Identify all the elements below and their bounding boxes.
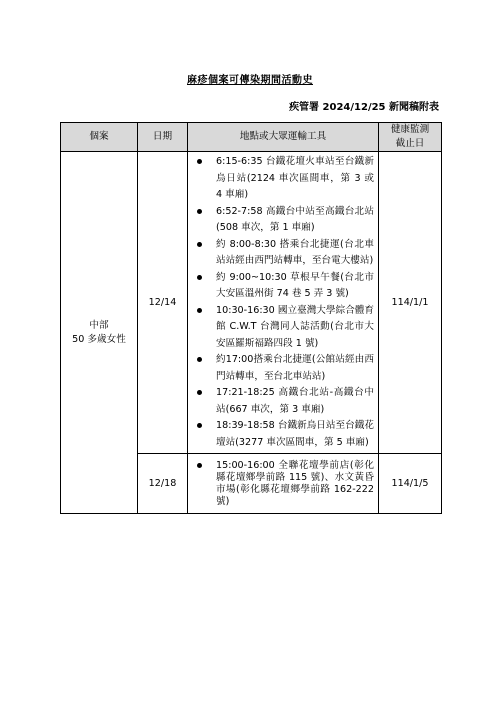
header-case: 個案	[61, 123, 138, 152]
list-item: 6:52-7:58 高鐵台中站至高鐵台北站(508 車次，第 1 車廂)	[188, 204, 374, 237]
monitor-end-cell: 114/1/5	[379, 454, 442, 514]
table-row	[61, 152, 442, 454]
list-item: 18:39-18:58 台鐵新烏日站至台鐵花壇站(3277 車次區間車，第 5 車廂)	[188, 418, 374, 451]
list-item: 約 9:00~10:30 草根早午餐(台北市大安區溫州街 74 巷 5 弄 3 號)	[188, 270, 374, 303]
list-item: 15:00-16:00 全聯花壇學前店(彰化縣花壇鄉學前路 115 號)、水文黃昏市場(彰化縣花壇鄉學前路 162-222 號)	[188, 460, 374, 508]
header-location: 地點或大眾運輸工具	[188, 123, 379, 152]
header-monitor-line2: 截止日	[395, 138, 425, 149]
case-region: 中部	[89, 319, 109, 331]
case-cell	[61, 152, 138, 514]
table-header-row	[61, 123, 442, 152]
press-release-note: 疾管署 2024/12/25 新聞稿附表	[289, 102, 439, 113]
date-cell: 12/14	[138, 152, 188, 454]
header-monitor-line1: 健康監測	[390, 124, 430, 135]
event-list	[188, 460, 374, 508]
header-monitor-end	[379, 123, 442, 152]
date-cell: 12/18	[138, 454, 188, 514]
events-cell	[188, 454, 379, 514]
list-item: 17:21-18:25 高鐵台北站-高鐵台中站(667 車次，第 3 車廂)	[188, 385, 374, 418]
event-list	[188, 154, 374, 451]
list-item: 6:15-6:35 台鐵花壇火車站至台鐵新烏日站(2124 車次區間車，第 3 或 4 車廂)	[188, 154, 374, 204]
monitor-end-cell: 114/1/1	[379, 152, 442, 454]
list-item: 10:30-16:30 國立臺灣大學綜合體育館 C.W.T 台灣同人誌活動(台北市大安區羅斯福路四段 1 號)	[188, 303, 374, 353]
header-date: 日期	[138, 123, 188, 152]
list-item: 約 8:00-8:30 搭乘台北捷運(台北車站站經由西門站轉車，至台電大樓站)	[188, 237, 374, 270]
activity-table	[60, 122, 442, 514]
list-item: 約17:00搭乘台北捷運(公館站經由西門站轉車，至台北車站站)	[188, 352, 374, 385]
case-description: 50 多歲女性	[72, 333, 126, 345]
page-title: 麻疹個案可傳染期間活動史	[187, 75, 313, 86]
events-cell	[188, 152, 379, 454]
